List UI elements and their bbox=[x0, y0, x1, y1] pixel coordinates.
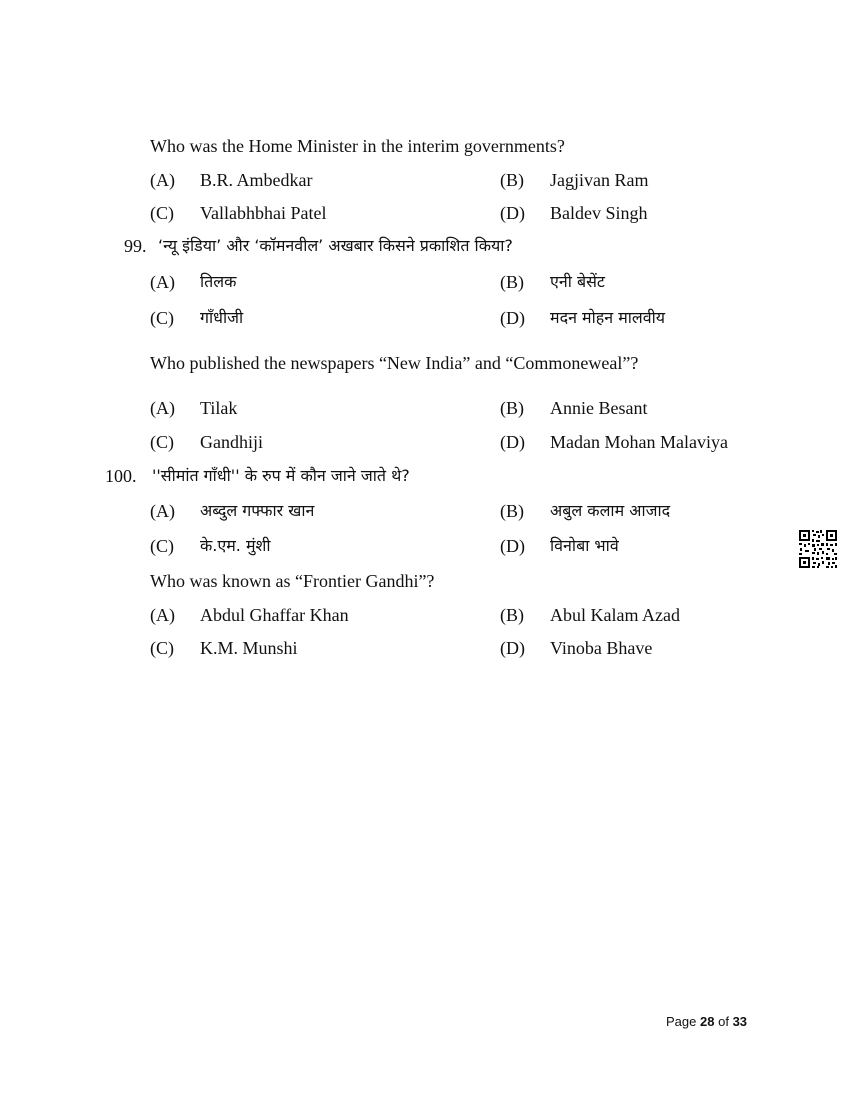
page-of-word: of bbox=[718, 1014, 729, 1029]
option-letter-c: (C) bbox=[150, 308, 174, 328]
option-letter-c: (C) bbox=[150, 432, 174, 452]
option-text-a: B.R. Ambedkar bbox=[200, 170, 313, 190]
option-letter-a: (A) bbox=[150, 501, 175, 521]
option-letter-b: (B) bbox=[500, 398, 524, 418]
option-text-b: अबुल कलाम आजाद bbox=[550, 501, 671, 520]
option-text-c: Vallabhbhai Patel bbox=[200, 203, 327, 223]
option-letter-a: (A) bbox=[150, 272, 175, 292]
option-text-a: अब्दुल गफ्फार खान bbox=[200, 501, 315, 520]
option-text-a: Tilak bbox=[200, 398, 238, 418]
page-total-number: 33 bbox=[732, 1014, 748, 1029]
question-number-99: 99. bbox=[124, 236, 147, 256]
option-text-a: तिलक bbox=[200, 272, 237, 291]
option-letter-c: (C) bbox=[150, 536, 174, 556]
option-letter-b: (B) bbox=[500, 272, 524, 292]
option-text-d: मदन मोहन मालवीय bbox=[550, 308, 666, 327]
option-text-b: Abul Kalam Azad bbox=[550, 605, 680, 625]
option-letter-b: (B) bbox=[500, 605, 524, 625]
option-letter-c: (C) bbox=[150, 203, 174, 223]
option-text-b: एनी बेसेंट bbox=[550, 272, 605, 291]
option-text-c: गाँधीजी bbox=[200, 308, 244, 327]
option-letter-d: (D) bbox=[500, 536, 525, 556]
page-current-number: 28 bbox=[700, 1014, 715, 1029]
option-text-b: Jagjivan Ram bbox=[550, 170, 649, 190]
option-text-d: Madan Mohan Malaviya bbox=[550, 432, 728, 452]
question-100-english: Who was known as “Frontier Gandhi”? bbox=[150, 571, 435, 591]
option-text-b: Annie Besant bbox=[550, 398, 648, 418]
option-text-d: Vinoba Bhave bbox=[550, 638, 653, 658]
option-text-d: Baldev Singh bbox=[550, 203, 648, 223]
question-98-english: Who was the Home Minister in the interim governments? bbox=[150, 136, 565, 156]
option-text-c: Gandhiji bbox=[200, 432, 263, 452]
option-letter-d: (D) bbox=[500, 308, 525, 328]
option-text-c: के.एम. मुंशी bbox=[200, 536, 271, 555]
page-footer bbox=[666, 1014, 747, 1029]
qr-code-icon bbox=[798, 529, 838, 569]
option-letter-b: (B) bbox=[500, 501, 524, 521]
option-letter-d: (D) bbox=[500, 432, 525, 452]
option-letter-a: (A) bbox=[150, 398, 175, 418]
option-text-c: K.M. Munshi bbox=[200, 638, 298, 658]
option-letter-a: (A) bbox=[150, 605, 175, 625]
option-text-a: Abdul Ghaffar Khan bbox=[200, 605, 349, 625]
option-letter-c: (C) bbox=[150, 638, 174, 658]
option-letter-a: (A) bbox=[150, 170, 175, 190]
question-100-hindi: ''सीमांत गाँधी'' के रुप में कौन जाने जाते थे? bbox=[152, 466, 410, 485]
option-letter-b: (B) bbox=[500, 170, 524, 190]
question-99-hindi: ‘न्यू इंडिया’ और ‘कॉमनवील’ अखबार किसने प्रकाशित किया? bbox=[158, 236, 513, 255]
option-letter-d: (D) bbox=[500, 638, 525, 658]
page-word: Page bbox=[666, 1014, 697, 1029]
question-number-100: 100. bbox=[105, 466, 137, 486]
option-text-d: विनोबा भावे bbox=[550, 536, 619, 555]
question-99-english: Who published the newspapers “New India” and “Commoneweal”? bbox=[150, 353, 639, 373]
option-letter-d: (D) bbox=[500, 203, 525, 223]
